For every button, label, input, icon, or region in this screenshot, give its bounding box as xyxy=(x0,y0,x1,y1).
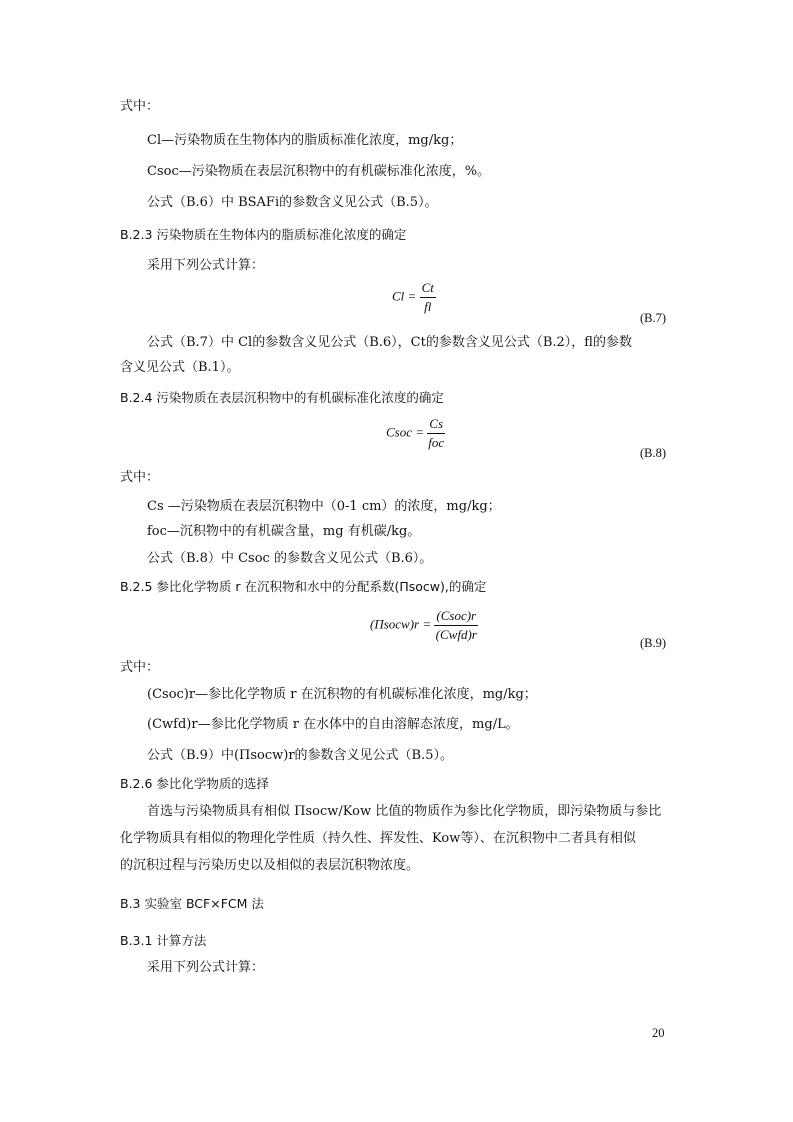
section-heading: B.2.5 参比化学物质 r 在沉积物和水中的分配系数(Πsocw),的确定 xyxy=(120,579,487,594)
text-line: 公式（B.9）中(Πsocw)r的参数含义见公式（B.5）。 xyxy=(147,748,454,763)
section-heading: B.2.6 参比化学物质的选择 xyxy=(120,776,269,791)
section-heading: B.2.4 污染物质在表层沉积物中的有机碳标准化浓度的确定 xyxy=(120,390,444,405)
equation-denominator: fl xyxy=(424,299,432,314)
text-line: (Cwfd)r—参比化学物质 r 在水体中的自由溶解态浓度，mg/L。 xyxy=(147,717,519,732)
text-line: 含义见公式（B.1）。 xyxy=(120,360,240,375)
text-line: 首选与污染物质具有相似 Πsocw/Kow 比值的物质作为参比化学物质，即污染物质与参比 xyxy=(147,804,662,819)
equation-number: (B.7) xyxy=(640,311,667,325)
equation-b7: Cl = $\frac{Ct}{fl}$ xyxy=(392,280,434,314)
page-number: 20 xyxy=(652,1026,665,1040)
section-heading: B.2.3 污染物质在生物体内的脂质标准化浓度的确定 xyxy=(120,227,407,242)
text-line: Csoc—污染物质在表层沉积物中的有机碳标准化浓度，%。 xyxy=(147,164,491,179)
equation-numerator: Cs xyxy=(427,416,445,434)
equation-lhs: (Πsocw)r xyxy=(370,616,420,632)
equation-denominator: (Cwfd)r xyxy=(435,627,477,642)
text-line: (Csoc)r—参比化学物质 r 在沉积物的有机碳标准化浓度，mg/kg； xyxy=(147,687,537,702)
equation-lhs: Csoc xyxy=(386,424,412,440)
text-line: 式中： xyxy=(120,660,160,675)
equation-b8: Csoc = $\frac{Cs}{\text{foc}}$ xyxy=(386,416,445,450)
text-line: 公式（B.8）中 Csoc 的参数含义见公式（B.6）。 xyxy=(147,551,433,566)
text-line: 化学物质具有相似的物理化学性质（持久性、挥发性、Kow等）、在沉积物中二者具有相似 xyxy=(120,831,636,846)
text-line: Cl—污染物质在生物体内的脂质标准化浓度，mg/kg； xyxy=(147,133,463,148)
text-line: 的沉积过程与污染历史以及相似的表层沉积物浓度。 xyxy=(120,858,420,873)
section-heading: B.3.1 计算方法 xyxy=(120,933,207,948)
equation-number: (B.9) xyxy=(640,636,667,650)
text-line: 公式（B.7）中 Cl的参数含义见公式（B.6），Ct的参数含义见公式（B.2），fl的参数 xyxy=(147,335,632,350)
section-heading: B.3 实验室 BCF×FCM 法 xyxy=(120,896,264,911)
text-line: Cs —污染物质在表层沉积物中（0-1 cm）的浓度，mg/kg； xyxy=(147,499,501,514)
text-line: 式中： xyxy=(120,470,160,485)
equation-numerator: (Csoc)r xyxy=(434,608,478,626)
text-line: foc—沉积物中的有机碳含量，mg 有机碳/kg。 xyxy=(147,524,421,539)
equation-b9: (Πsocw)r = $\frac{\text{(Csoc)r}}{\text{(Cwfd)r}}$ xyxy=(370,608,477,642)
text-line: 采用下列公式计算： xyxy=(147,258,265,273)
text-line: 式中： xyxy=(120,99,160,114)
text-line: 采用下列公式计算： xyxy=(147,960,265,975)
equation-denominator: foc xyxy=(428,435,445,450)
equation-numerator: Ct xyxy=(420,280,436,298)
equation-number: (B.8) xyxy=(640,446,667,460)
equation-lhs: Cl xyxy=(392,288,405,304)
text-line: 公式（B.6）中 BSAFi的参数含义见公式（B.5）。 xyxy=(147,195,438,210)
